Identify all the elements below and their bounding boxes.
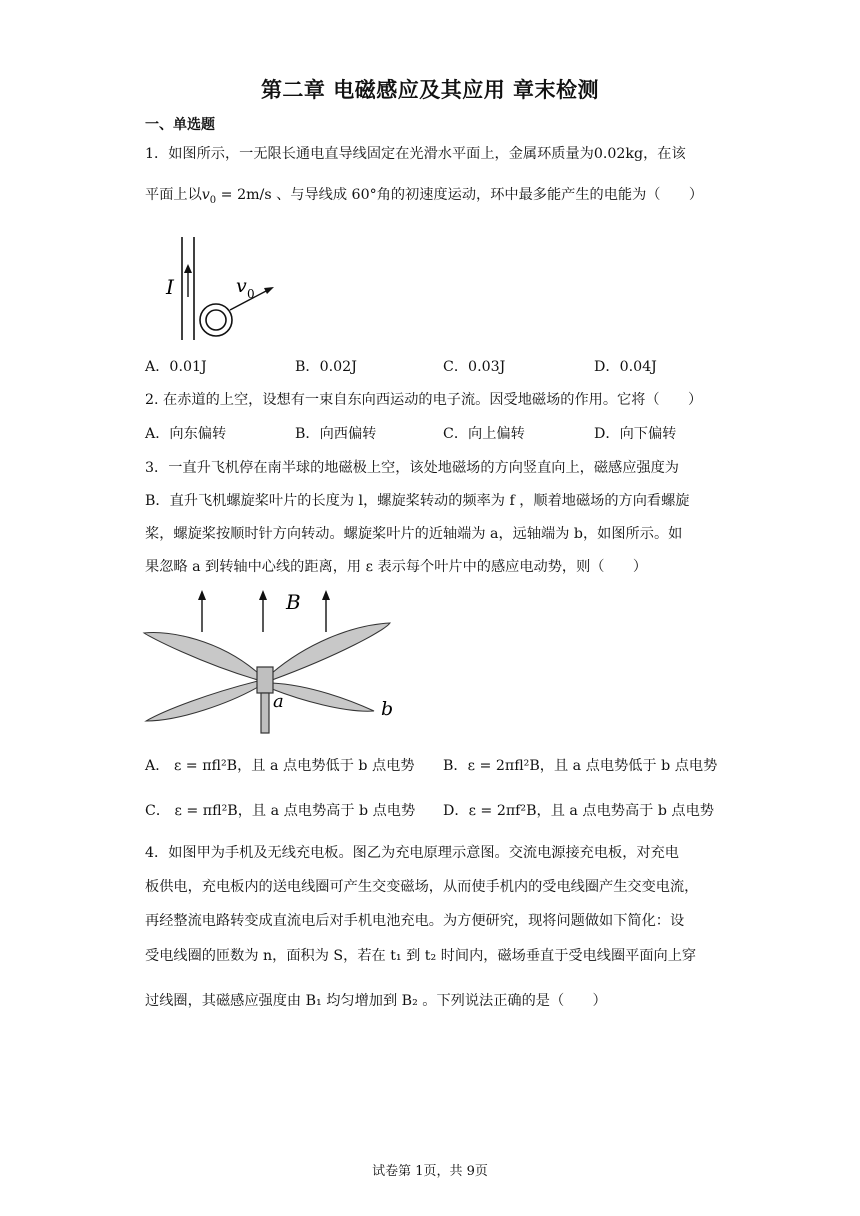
- q1-option-b: B．0.02J: [295, 359, 357, 375]
- label-a: a: [273, 691, 284, 712]
- q1-figure: [160, 232, 290, 344]
- q4-line-2: 板供电，充电板内的送电线圈可产生交变磁场，从而使手机内的受电线圈产生交变电流，: [145, 879, 699, 895]
- q1-option-c: C．0.03J: [443, 359, 506, 375]
- q4-line-1: 4．如图甲为手机及无线充电板。图乙为充电原理示意图。交流电源接充电板，对充电: [145, 845, 679, 861]
- velocity-label: v: [236, 275, 247, 297]
- q1-line-2-b: = 2m/s 、与导线成 60°角的初速度运动，环中最多能产生的电能为（ ）: [216, 187, 704, 203]
- current-arrow-head: [184, 264, 192, 273]
- blade-lower-left: [146, 681, 258, 721]
- rotor-hub: [257, 667, 273, 693]
- section-heading: 一、单选题: [145, 117, 215, 133]
- page-title: 第二章 电磁感应及其应用 章末检测: [260, 78, 600, 102]
- q2-line-1: 2. 在赤道的上空，设想有一束自东向西运动的电子流。因受地磁场的作用。它将（ ）: [145, 392, 703, 408]
- q1-option-a: A．0.01J: [145, 359, 207, 375]
- velocity-arrow-head: [264, 287, 274, 294]
- q1-v-sub: 0: [209, 194, 217, 206]
- label-b: b: [381, 698, 394, 720]
- field-arrow-3-head: [322, 590, 330, 600]
- rotor-shaft: [261, 693, 269, 733]
- q3-option-b: B．ε = 2πfl²B，且 a 点电势低于 b 点电势: [443, 758, 718, 774]
- q2-option-b: B．向西偏转: [295, 426, 377, 442]
- q1-v-symbol: v: [201, 187, 210, 203]
- blade-lower-right: [272, 683, 374, 711]
- field-label-B: B: [286, 590, 301, 614]
- q4-line-4: 受电线圈的匝数为 n，面积为 S，若在 t₁ 到 t₂ 时间内，磁场垂直于受电线圈平面向上穿: [145, 948, 697, 964]
- blade-upper-right: [272, 623, 390, 680]
- q3-option-d: D．ε = 2πf²B，且 a 点电势高于 b 点电势: [443, 803, 714, 819]
- q1-line-1: 1．如图所示，一无限长通电直导线固定在光滑水平面上，金属环质量为0.02kg，在该: [145, 146, 686, 162]
- q3-option-c: C． ε = πfl²B，且 a 点电势高于 b 点电势: [145, 803, 416, 819]
- metal-ring-outer: [200, 304, 232, 336]
- field-arrow-2-head: [259, 590, 267, 600]
- field-arrow-1-head: [198, 590, 206, 600]
- q3-figure: [140, 585, 410, 735]
- q1-line-2: [145, 184, 725, 206]
- blade-upper-left: [144, 632, 258, 680]
- q3-line-4: 果忽略 a 到转轴中心线的距离，用 ε 表示每个叶片中的感应电动势，则（ ）: [145, 559, 648, 575]
- q3-line-1: 3．一直升飞机停在南半球的地磁极上空，该处地磁场的方向竖直向上，磁感应强度为: [145, 460, 679, 476]
- q3-option-a: A． ε = πfl²B，且 a 点电势低于 b 点电势: [145, 758, 415, 774]
- q1-line-2-a: 平面上以: [145, 187, 202, 203]
- q4-line-5: 过线圈，其磁感应强度由 B₁ 均匀增加到 B₂ 。下列说法正确的是（ ）: [145, 993, 607, 1009]
- q3-line-3: 桨，螺旋桨按顺时针方向转动。螺旋桨叶片的近轴端为 a，远轴端为 b，如图所示。如: [145, 526, 683, 542]
- metal-ring-inner: [206, 310, 226, 330]
- velocity-label-sub: 0: [247, 287, 255, 301]
- q2-option-d: D．向下偏转: [594, 426, 677, 442]
- q2-option-c: C．向上偏转: [443, 426, 525, 442]
- q4-line-3: 再经整流电路转变成直流电后对手机电池充电。为方便研究，现将问题做如下简化：设: [145, 913, 685, 929]
- page-footer: 试卷第 1页，共 9页: [372, 1164, 488, 1179]
- q3-line-2: B．直升飞机螺旋桨叶片的长度为 l，螺旋桨转动的频率为 f ，顺着地磁场的方向看螺旋: [145, 493, 690, 509]
- current-label: I: [166, 275, 174, 299]
- q1-option-d: D．0.04J: [594, 359, 657, 375]
- q2-option-a: A．向东偏转: [145, 426, 227, 442]
